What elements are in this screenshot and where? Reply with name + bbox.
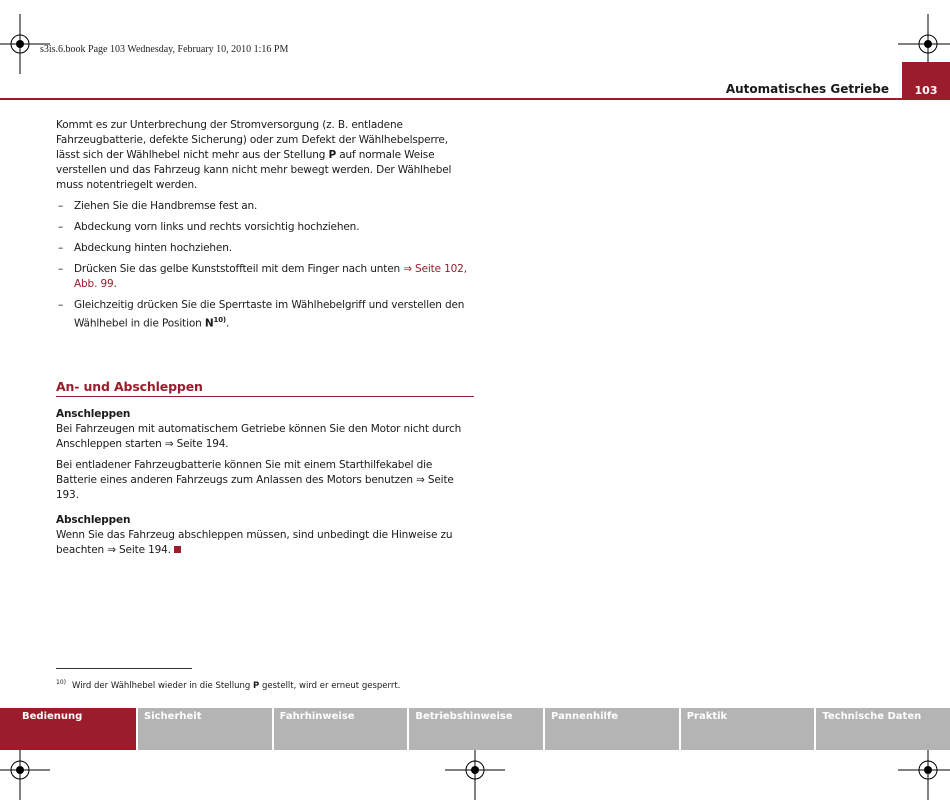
- end-of-section-marker: [174, 546, 181, 553]
- nav-tab-sicherheit[interactable]: Sicherheit: [138, 708, 272, 750]
- footnote: $^{10)}$ Wird der Wählhebel wieder in die Stellung P gestellt, wird er erneut gesperrt.: [56, 679, 401, 691]
- anschleppen-paragraph-1: Bei Fahrzeugen mit automatischem Getriebe können Sie den Motor nicht durch Anschleppen starten ⇒ Seite 194.: [56, 422, 462, 450]
- footnote-rule: [56, 668, 192, 669]
- section-title: An- und Abschleppen: [56, 378, 474, 397]
- page-number: 103: [914, 84, 938, 97]
- subsection-title-abschleppen: Abschleppen: [56, 513, 131, 526]
- step-item: – Ziehen Sie die Handbremse fest an.: [58, 200, 258, 212]
- nav-tab-fahrhinweise[interactable]: Fahrhinweise: [274, 708, 408, 750]
- nav-tab-pannenhilfe[interactable]: Pannenhilfe: [545, 708, 679, 750]
- page-number-tab: [902, 62, 950, 100]
- nav-tab-betriebshinweise[interactable]: Betriebshinweise: [409, 708, 543, 750]
- header-rule: [0, 98, 902, 100]
- step-item: – Drücken Sie das gelbe Kunststoffteil mit dem Finger nach unten ⇒ Seite 102, Abb. 99.: [58, 263, 467, 290]
- nav-tab-bedienung[interactable]: Bedienung: [0, 708, 136, 750]
- anschleppen-paragraph-2: Bei entladener Fahrzeugbatterie können Sie mit einem Starthilfekabel die Batterie eines anderen Fahrzeugs zum Anlassen des Motors benutzen ⇒ Seite 193.: [56, 458, 454, 501]
- main-content: [56, 118, 474, 564]
- book-info-line: s3is.6.book Page 103 Wednesday, February 10, 2010 1:16 PM: [40, 44, 289, 55]
- abschleppen-paragraph: Wenn Sie das Fahrzeug abschleppen müssen, sind unbedingt die Hinweise zu beachten ⇒ Seite 194.: [56, 528, 453, 556]
- page-header-title: Automatisches Getriebe: [725, 82, 889, 96]
- footnote-marker: 10): [213, 316, 226, 324]
- step-item: – Abdeckung vorn links und rechts vorsichtig hochziehen.: [58, 221, 360, 233]
- nav-tab-technische-daten[interactable]: Technische Daten: [816, 708, 950, 750]
- intro-paragraph: Kommt es zur Unterbrechung der Stromversorgung (z. B. entladene Fahrzeugbatterie, defekte Sicherung) oder zum Defekt der Wählhebelsperre, lässt sich der Wählhebel nicht mehr aus der Stellung P auf normale Weise verstellen und das Fahrzeug kann nicht mehr bewegt werden. Der Wählhebel muss notentriegelt werden.: [56, 119, 452, 191]
- subsection-title-anschleppen: Anschleppen: [56, 407, 131, 420]
- nav-tab-praktik[interactable]: Praktik: [681, 708, 815, 750]
- procedure-steps: [56, 199, 474, 332]
- page-reference-link[interactable]: ⇒ Seite 102, Abb. 99: [74, 263, 467, 290]
- chapter-navigation-bar: [0, 708, 950, 750]
- step-item: – Gleichzeitig drücken Sie die Sperrtaste im Wählhebelgriff und verstellen den Wählhebel in die Position $N^{10)}$.: [58, 299, 465, 330]
- step-item: – Abdeckung hinten hochziehen.: [58, 242, 232, 254]
